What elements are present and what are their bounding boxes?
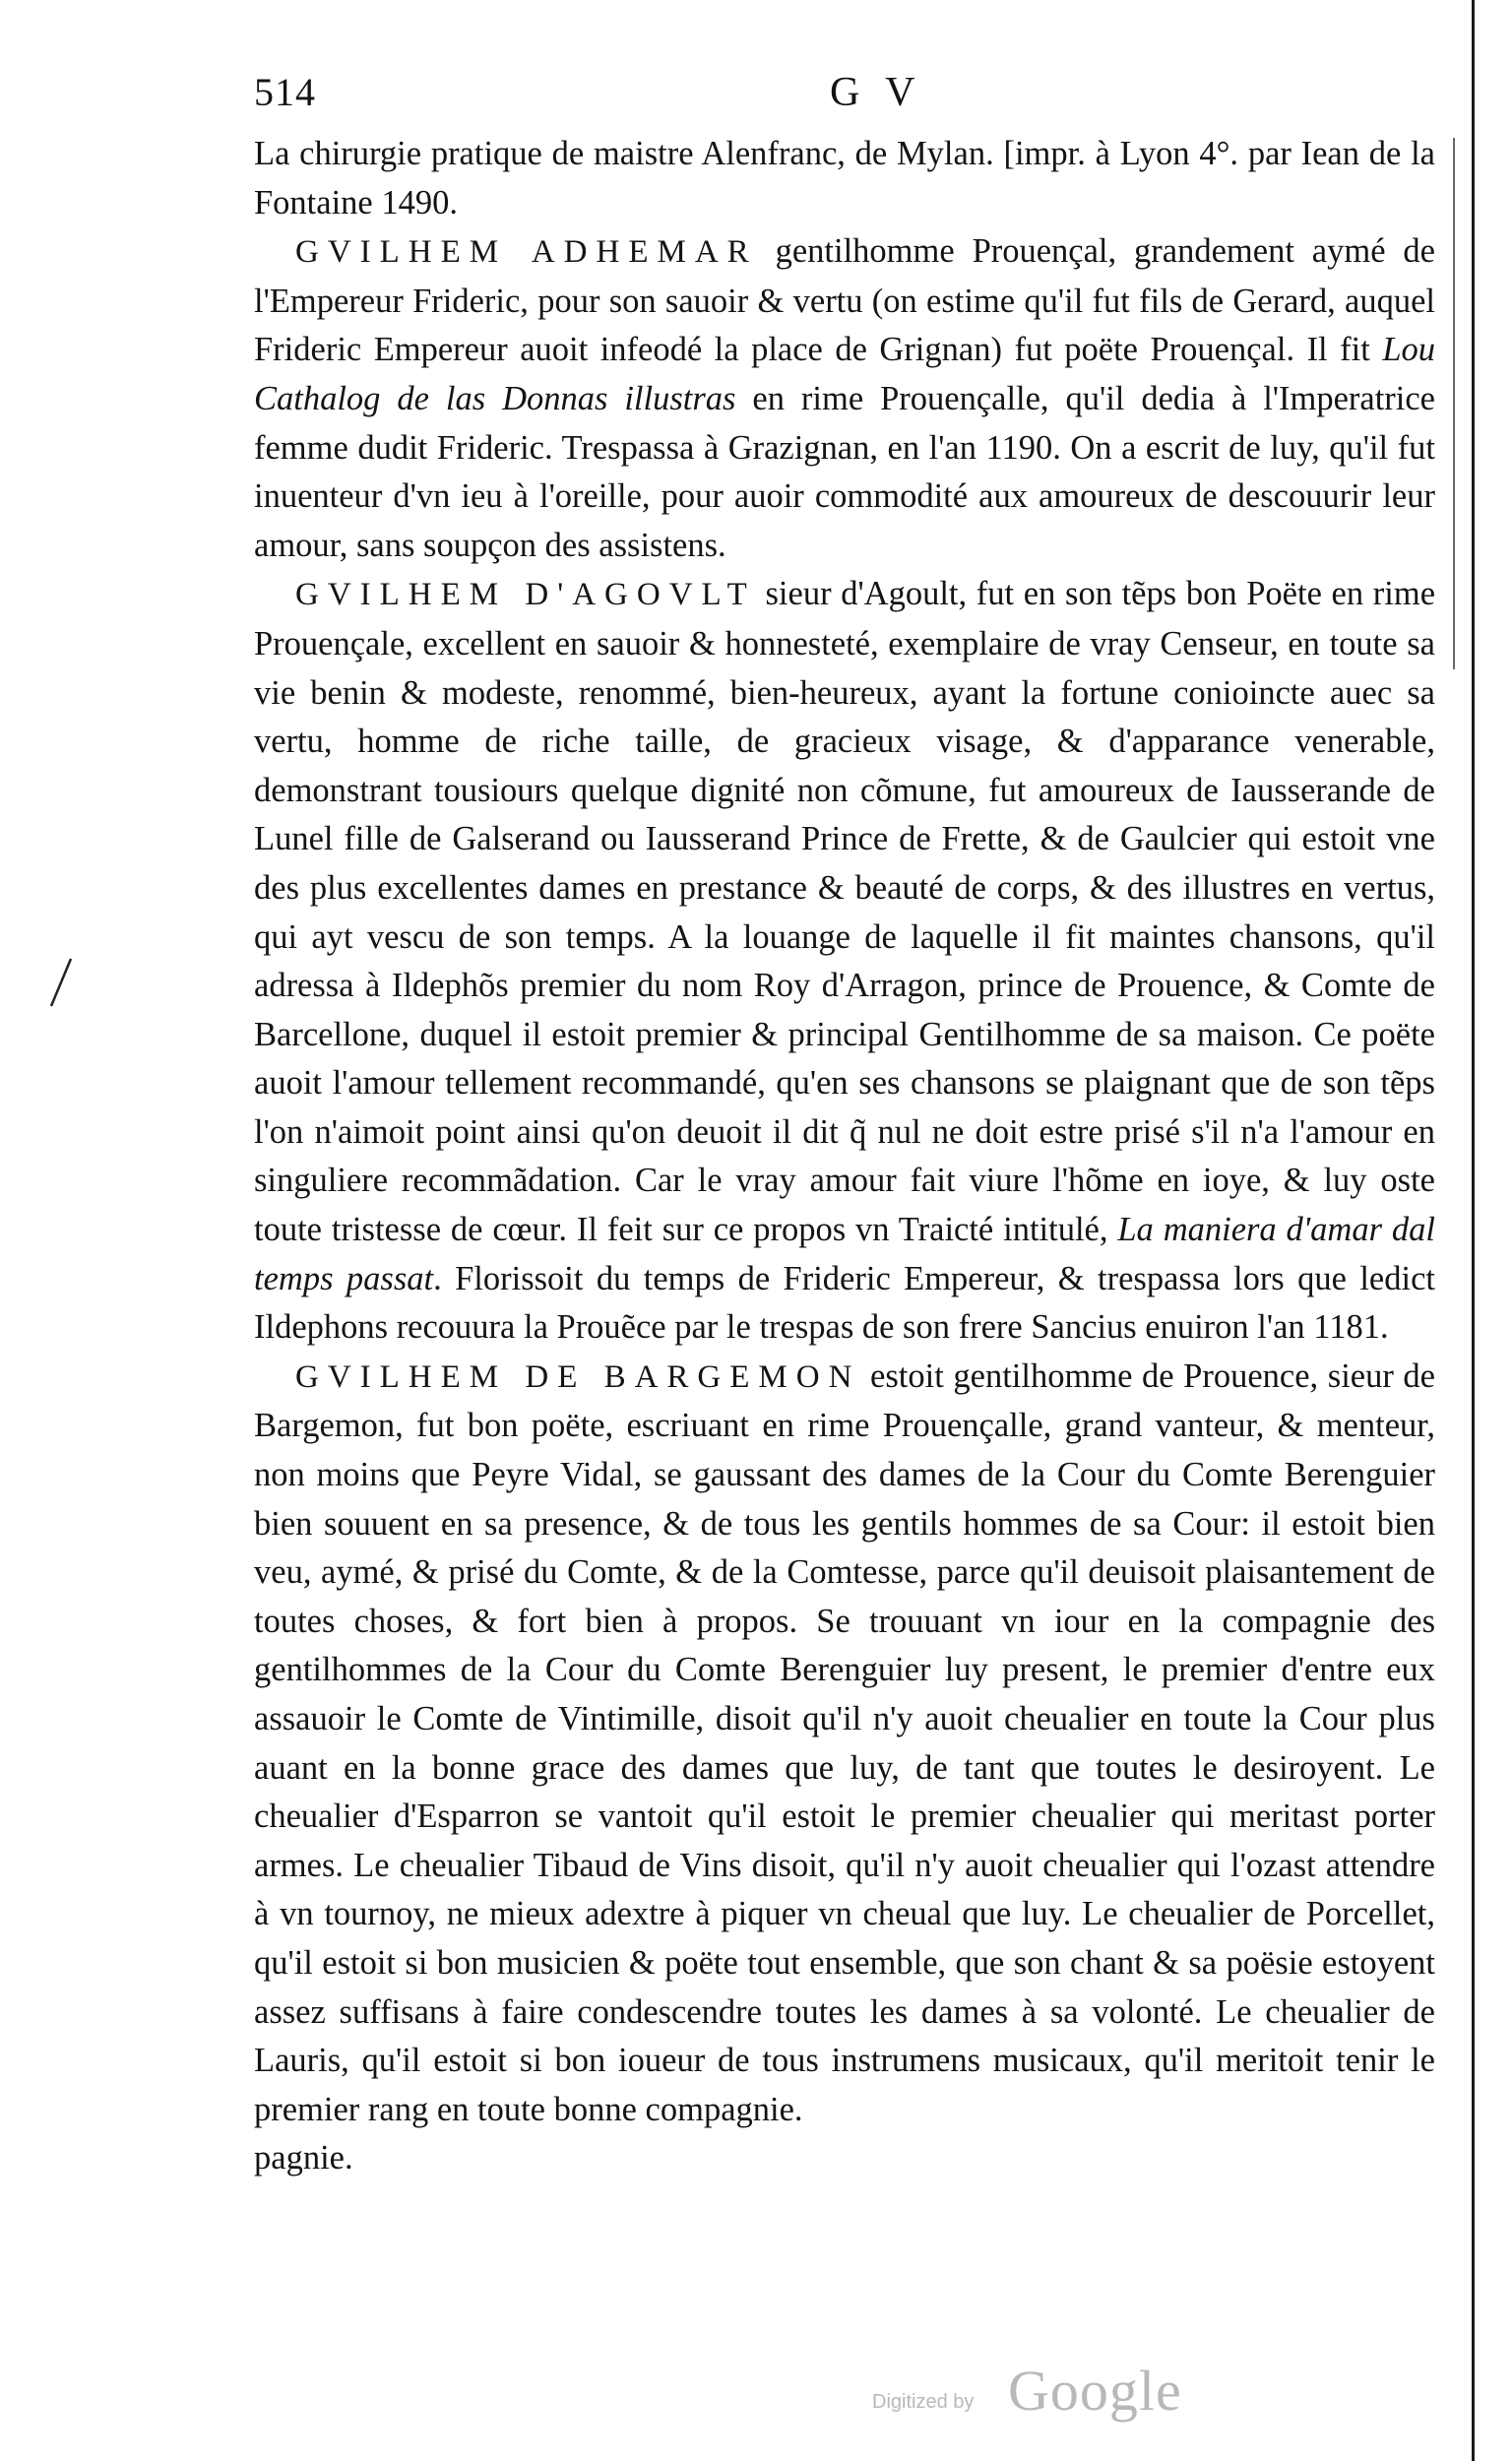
entry-text: gentilhomme Prouençal, grandement aymé de l'Empereur Frideric, pour son sauoir & vertu (on estime qu'il fut fils de Gerard, auquel Frideric Empereur auoit infeodé la place de Grignan) fut poëte Prouençal. Il fit [254,232,1435,369]
page-number: 514 [254,70,316,114]
gutter-line [1472,0,1475,2461]
work-title: Lou Cathalog de las Donnas illustras [254,331,1435,417]
paragraph-chirurgie [254,130,1435,227]
paragraph-text: La chirurgie pratique de maistre Alenfranc, de Mylan. [impr. à Lyon 4°. par Iean de la Fontaine 1490. [254,135,1435,221]
body-text [254,130,1435,2183]
entry-adhemar [254,227,1435,570]
entry-bargemon [254,1353,1435,2135]
gutter-edge [1453,0,1512,2461]
entry-text-continued: en rime Prouençalle, qu'il dedia à l'Imperatrice femme dudit Frideric. Trespassa à Grazignan, en l'an 1190. On a escrit de luy, qu'il fut inuenteur d'vn ieu à l'oreille, pour auoir commodité aux amoureux de descouurir leur amour, sans soupçon des assistens. [254,379,1435,564]
digitized-watermark [872,2358,1207,2427]
gutter-shadow-line [1453,138,1455,669]
entry-text: sieur d'Agoult, fut en son tẽps bon Poëte en rime Prouençale, excellent en sauoir & honnesteté, exemplaire de vray Censeur, en toute sa vie benin & modeste, renommé, bien-heureux, ayant la fortune conioincte auec sa vertu, homme de riche taille, de gracieux visage, & d'apparance venerable, demonstrant tousiours quelque dignité non cõmune, fut amoureux de Iausserande de Lunel fille de Galserand ou Iausserand Prince de Frette, & de Gaulcier qui estoit vne des plus excellentes dames en prestance & beauté de corps, & des illustres en vertus, qui ayt vescu de son temps. A la louange de laquelle il fit maintes chansons, qu'il adressa à Ildephõs premier du nom Roy d'Arragon, prince de Prouence, & Comte de Barcellone, duquel il estoit premier & principal Gentilhomme de sa maison. Ce poëte auoit l'amour tellement recommandé, qu'en ses chansons se plaignant que de son tẽps l'on n'aimoit point ainsi qu'on deuoit il dit q̃ nul ne doit estre prisé s'il n'a l'amour en singuliere recommãdation. Car le vray amour fait viure l'hõme en ioye, & luy oste toute tristesse de cœur. Il feit sur ce propos vn Traicté intitulé, [254,575,1436,1249]
running-head: G V [830,70,923,115]
entry-heading: GVILHEM DE BARGEMON [295,1358,861,1395]
entry-heading: GVILHEM ADHEMAR [295,234,758,271]
work-title: La maniera d'amar dal temps passat [254,1211,1435,1297]
catchword: pagnie. [254,2139,353,2177]
watermark-google-logo: Google [1008,2359,1182,2423]
entry-heading: GVILHEM D'AGOVLT [295,577,756,613]
entry-text: estoit gentilhomme de Prouence, sieur de Bargemon, fut bon poëte, escriuant en rime Prouençalle, grand vanteur, & menteur, non moins que Peyre Vidal, se gaussant des dames de la Cour du Comte Berenguier bien souuent en sa presence, & de tous les gentils hommes de sa Cour: il estoit bien veu, aymé, & prisé du Comte, & de la Comtesse, parce qu'il deuisoit plaisantement de toutes choses, & fort bien à propos. Se trouuant vn iour en la compagnie des gentilhommes de la Cour du Comte Berenguier luy present, le premier d'entre eux assauoir le Comte de Vintimille, disoit qu'il n'y auoit cheualier en toute la Cour plus auant en la bonne grace des dames que luy, de tant que toutes le desiroyent. Le cheualier d'Esparron se vantoit qu'il estoit le premier cheualier qui meritast porter armes. Le cheualier Tibaud de Vins disoit, qu'il n'y auoit cheualier qui l'ozast attendre à vn tournoy, ne mieux adextre à piquer vn cheual que luy. Le cheualier de Porcellet, qu'il estoit si bon musicien & poëte tout ensemble, que son chant & sa poësie estoyent assez suffisans à faire condescendre toutes les dames à sa volonté. Le cheualier de Lauris, qu'il estoit si bon ioueur de tous instrumens musicaux, qu'il meritoit tenir le premier rang en toute bonne compagnie. [254,1357,1435,2128]
watermark-digitized-by: Digitized by [872,2391,975,2413]
entry-dagoult [254,570,1435,1353]
entry-text-continued: . Florissoit du temps de Frideric Empereur, & trespassa lors que ledict Ildephons recouura la Prouẽce par le trespas de son frere Sancius enuiron l'an 1181. [254,1259,1435,1347]
margin-mark-icon [47,955,75,1010]
page-header [254,69,1347,128]
